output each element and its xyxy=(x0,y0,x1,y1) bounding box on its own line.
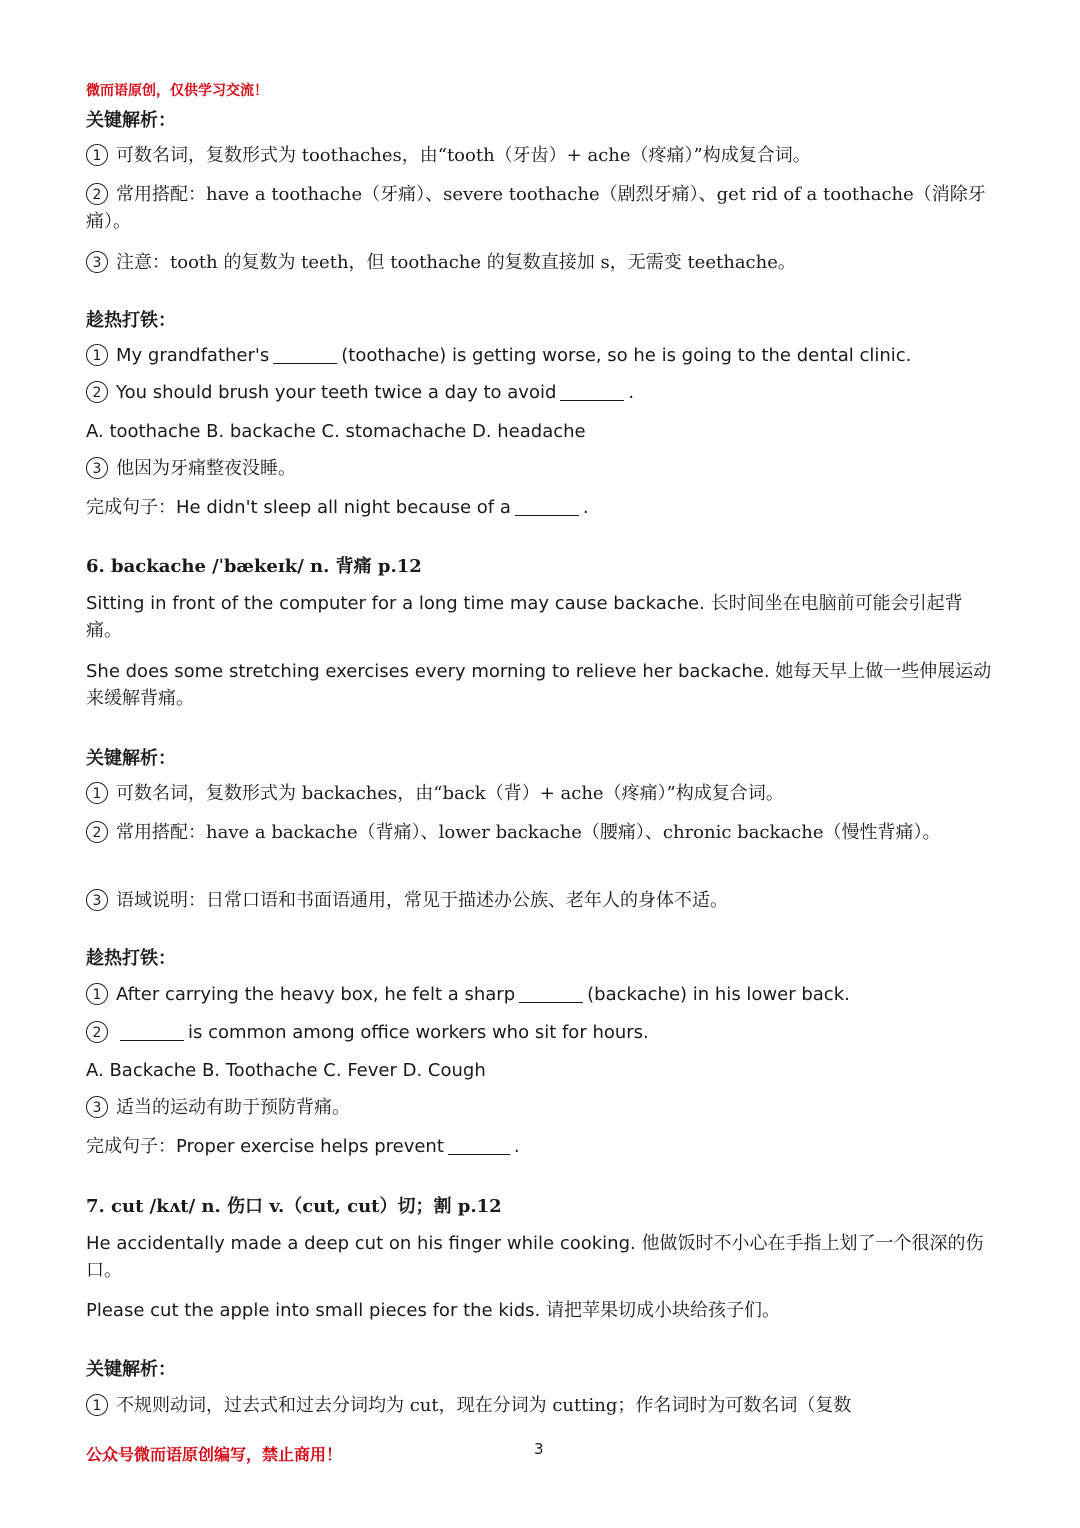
circled-number: 2 xyxy=(86,821,108,843)
analysis-item: 1 不规则动词，过去式和过去分词均为 cut，现在分词为 cutting；作名词时为可数名词（复数 xyxy=(86,1392,996,1419)
options-line: A. Backache B. Toothache C. Fever D. Cough xyxy=(86,1060,486,1081)
answer-blank[interactable] xyxy=(519,984,583,1003)
complete-sentence: 完成句子：He didn't sleep all night because of a . xyxy=(86,497,589,518)
practice-item: 3 他因为牙痛整夜没睡。 xyxy=(86,455,996,482)
watermark-top: 微而语原创，仅供学习交流！ xyxy=(86,83,268,99)
analysis-item: 2 常用搭配：have a backache（背痛）、lower backache（腰痛）、chronic backache（慢性背痛）。 xyxy=(86,819,996,846)
practice-item: 3 适当的运动有助于预防背痛。 xyxy=(86,1094,996,1121)
page-number: 3 xyxy=(534,1440,544,1458)
options-line: A. toothache B. backache C. stomachache D. headache xyxy=(86,421,586,442)
answer-blank[interactable] xyxy=(515,497,579,516)
practice-item: 2 You should brush your teeth twice a day to avoid . xyxy=(86,379,996,406)
circled-number: 2 xyxy=(86,1021,108,1043)
watermark-bottom: 公众号微而语原创编写，禁止商用！ xyxy=(86,1445,343,1464)
circled-number: 2 xyxy=(86,381,108,403)
practice-item: 2 is common among office workers who sit for hours. xyxy=(86,1019,996,1046)
example-sentence: Sitting in front of the computer for a long time may cause backache. 长时间坐在电脑前可能会引起背痛。 xyxy=(86,593,963,641)
entry-title: 6. backache /ˈbækeɪk/ n. 背痛 p.12 xyxy=(86,556,422,577)
answer-blank[interactable] xyxy=(273,345,337,364)
analysis-heading: 关键解析： xyxy=(86,748,176,769)
circled-number: 3 xyxy=(86,889,108,911)
analysis-item: 3 语域说明：日常口语和书面语通用，常见于描述办公族、老年人的身体不适。 xyxy=(86,887,996,914)
practice-item: 1 My grandfather's (toothache) is getting worse, so he is going to the dental clinic. xyxy=(86,342,996,369)
example-sentence: She does some stretching exercises every morning to relieve her backache. 她每天早上做一些伸展运动来缓解背痛。 xyxy=(86,661,992,709)
circled-number: 1 xyxy=(86,144,108,166)
circled-number: 3 xyxy=(86,457,108,479)
circled-number: 2 xyxy=(86,183,108,205)
complete-sentence: 完成句子：Proper exercise helps prevent . xyxy=(86,1136,520,1157)
answer-blank[interactable] xyxy=(560,382,624,401)
answer-blank[interactable] xyxy=(120,1022,184,1041)
example-sentence: He accidentally made a deep cut on his finger while cooking. 他做饭时不小心在手指上划了一个很深的伤口。 xyxy=(86,1233,984,1281)
circled-number: 1 xyxy=(86,1394,108,1416)
circled-number: 1 xyxy=(86,344,108,366)
analysis-item: 1 可数名词，复数形式为 toothaches，由“tooth（牙齿）+ ache（疼痛）”构成复合词。 xyxy=(86,142,996,169)
answer-blank[interactable] xyxy=(448,1136,510,1155)
circled-number: 1 xyxy=(86,983,108,1005)
circled-number: 1 xyxy=(86,782,108,804)
analysis-heading: 关键解析： xyxy=(86,1359,176,1380)
analysis-heading: 关键解析： xyxy=(86,110,176,131)
practice-heading: 趁热打铁： xyxy=(86,310,176,331)
analysis-item: 1 可数名词，复数形式为 backaches，由“back（背）+ ache（疼痛）”构成复合词。 xyxy=(86,780,996,807)
analysis-item: 2 常用搭配：have a toothache（牙痛）、severe toothache（剧烈牙痛）、get rid of a toothache（消除牙痛）。 xyxy=(86,184,986,232)
practice-item: 1 After carrying the heavy box, he felt a sharp (backache) in his lower back. xyxy=(86,981,996,1008)
circled-number: 3 xyxy=(86,1096,108,1118)
entry-title: 7. cut /kʌt/ n. 伤口 v.（cut, cut）切；割 p.12 xyxy=(86,1196,502,1217)
circled-number: 3 xyxy=(86,251,108,273)
practice-heading: 趁热打铁： xyxy=(86,948,176,969)
example-sentence: Please cut the apple into small pieces for the kids. 请把苹果切成小块给孩子们。 xyxy=(86,1300,781,1321)
analysis-item: 3 注意：tooth 的复数为 teeth，但 toothache 的复数直接加 s，无需变 teethache。 xyxy=(86,249,996,276)
